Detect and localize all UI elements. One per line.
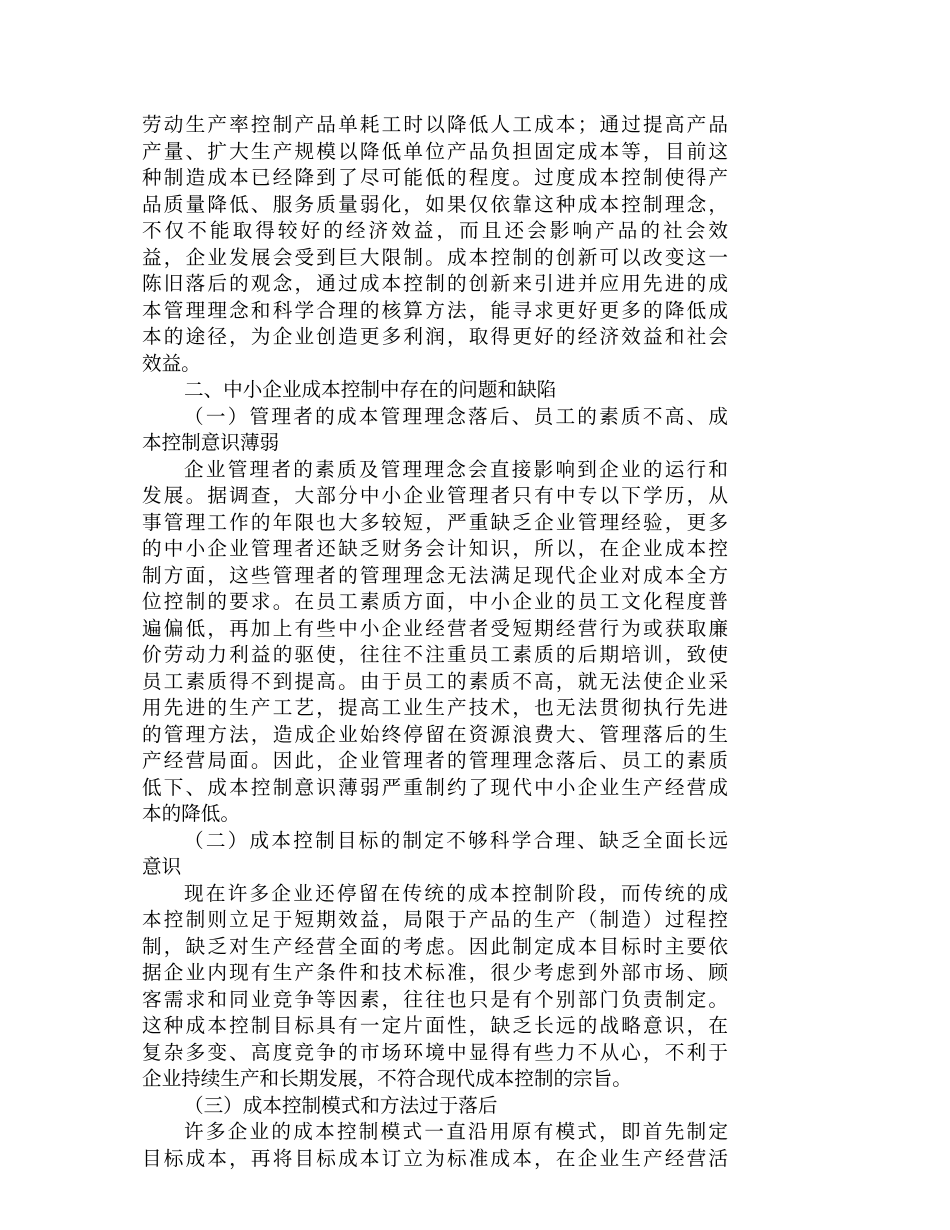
text-line: （三）成本控制模式和方法过于落后 bbox=[184, 1093, 498, 1117]
text-line: 价劳动力利益的驱使，往往不注重员工素质的后期培训，致使 bbox=[142, 643, 728, 666]
text-line: 本的途径，为企业创造更多利润，取得更好的经济效益和社会 bbox=[142, 325, 728, 348]
text-line: 意识 bbox=[142, 855, 182, 878]
text-line: 本控制意识薄弱 bbox=[142, 431, 280, 454]
text-line: 本控制则立足于短期效益，局限于产品的生产（制造）过程控 bbox=[142, 908, 728, 931]
text-line: 据企业内现有生产条件和技术标准，很少考虑到外部市场、顾 bbox=[142, 961, 728, 984]
text-line: 本的降低。 bbox=[142, 802, 240, 825]
text-line: 事管理工作的年限也大多较短，严重缺乏企业管理经验，更多 bbox=[142, 510, 728, 534]
text-line: 目标成本，再将目标成本订立为标准成本，在企业生产经营活 bbox=[142, 1146, 728, 1170]
text-line: 益，企业发展会受到巨大限制。成本控制的创新可以改变这一 bbox=[142, 245, 728, 269]
text-line: 本管理理念和科学合理的核算方法，能寻求更好更多的降低成 bbox=[142, 298, 728, 322]
text-line: 这种成本控制目标具有一定片面性，缺乏长远的战略意识，在 bbox=[142, 1014, 728, 1037]
text-line: 二、中小企业成本控制中存在的问题和缺陷 bbox=[184, 378, 557, 401]
text-line: 种制造成本已经降到了尽可能低的程度。过度成本控制使得产 bbox=[142, 166, 728, 189]
text-line: 的管理方法，造成企业始终停留在资源浪费大、管理落后的生 bbox=[142, 722, 728, 746]
body-text bbox=[142, 112, 728, 1172]
text-line: 劳动生产率控制产品单耗工时以降低人工成本；通过提高产品 bbox=[142, 113, 728, 136]
text-line: 许多企业的成本控制模式一直沿用原有模式，即首先制定 bbox=[184, 1120, 728, 1143]
text-line: （一）管理者的成本管理理念落后、员工的素质不高、成 bbox=[184, 404, 728, 428]
text-line: 现在许多企业还停留在传统的成本控制阶段，而传统的成 bbox=[184, 881, 728, 905]
text-line: 企业管理者的素质及管理理念会直接影响到企业的运行和 bbox=[184, 457, 728, 481]
text-line: 制，缺乏对生产经营全面的考虑。因此制定成本目标时主要依 bbox=[142, 934, 728, 958]
text-line: 用先进的生产工艺，提高工业生产技术，也无法贯彻执行先进 bbox=[142, 696, 728, 719]
text-line: 的中小企业管理者还缺乏财务会计知识，所以，在企业成本控 bbox=[142, 537, 728, 560]
text-line: 产经营局面。因此，企业管理者的管理理念落后、员工的素质 bbox=[142, 749, 728, 772]
text-line: 制方面，这些管理者的管理理念无法满足现代企业对成本全方 bbox=[142, 563, 728, 587]
text-line: 品质量降低、服务质量弱化，如果仅依靠这种成本控制理念， bbox=[142, 192, 728, 216]
text-line: 员工素质得不到提高。由于员工的素质不高，就无法使企业采 bbox=[142, 669, 728, 693]
text-line: 发展。据调查，大部分中小企业管理者只有中专以下学历，从 bbox=[142, 484, 728, 507]
text-line: 产量、扩大生产规模以降低单位产品负担固定成本等，目前这 bbox=[142, 139, 728, 163]
text-line: 企业持续生产和长期发展，不符合现代成本控制的宗旨。 bbox=[142, 1067, 632, 1090]
text-line: （二）成本控制目标的制定不够科学合理、缺乏全面长远 bbox=[184, 828, 728, 852]
text-line: 效益。 bbox=[142, 351, 201, 375]
text-line: 位控制的要求。在员工素质方面，中小企业的员工文化程度普 bbox=[142, 590, 728, 613]
text-line: 低下、成本控制意识薄弱严重制约了现代中小企业生产经营成 bbox=[142, 775, 728, 799]
text-line: 遍偏低，再加上有些中小企业经营者受短期经营行为或获取廉 bbox=[142, 616, 728, 640]
text-line: 客需求和同业竞争等因素，往往也只是有个别部门负责制定。 bbox=[142, 987, 728, 1011]
text-line: 不仅不能取得较好的经济效益，而且还会影响产品的社会效 bbox=[142, 219, 728, 242]
text-line: 陈旧落后的观念，通过成本控制的创新来引进并应用先进的成 bbox=[142, 272, 728, 295]
text-line: 复杂多变、高度竞争的市场环境中显得有些力不从心，不利于 bbox=[142, 1040, 728, 1064]
